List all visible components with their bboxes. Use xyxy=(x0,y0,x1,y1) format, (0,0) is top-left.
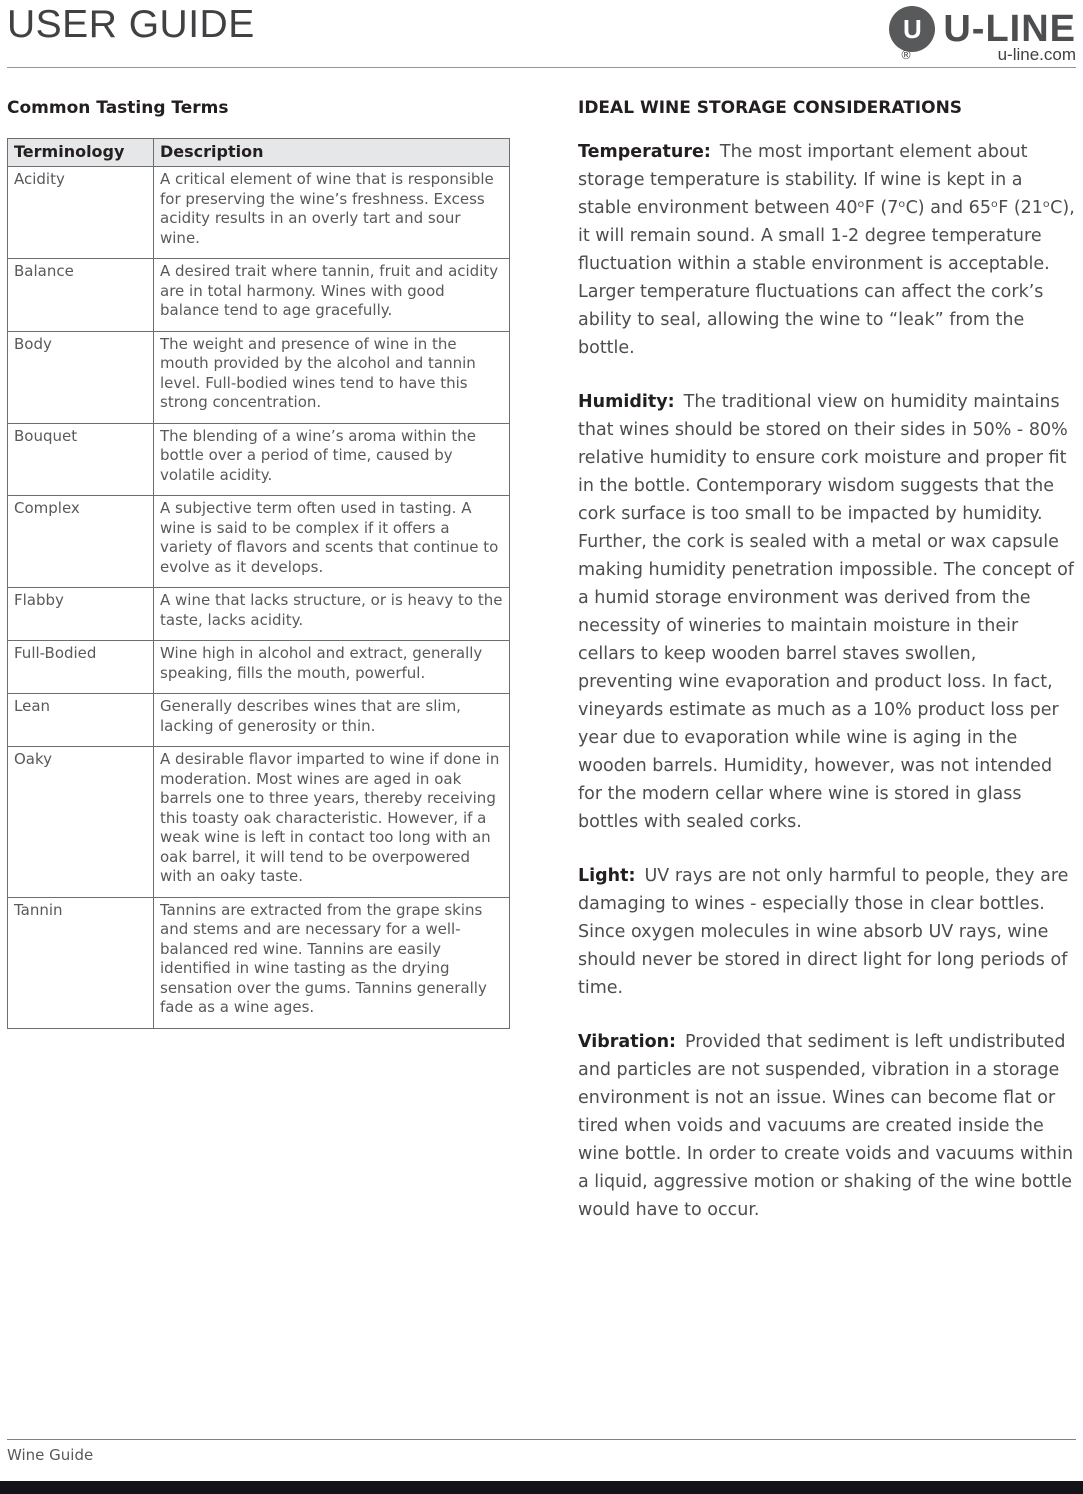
term-cell: Oaky xyxy=(8,747,154,898)
paragraph-label: Vibration: xyxy=(578,1032,677,1052)
table-row xyxy=(8,588,510,641)
page-footer xyxy=(7,1439,1076,1464)
table-row xyxy=(8,747,510,898)
term-cell: Full-Bodied xyxy=(8,641,154,694)
registered-trademark-icon: ® xyxy=(900,48,912,62)
paragraph-label: Temperature: xyxy=(578,142,711,162)
page-header xyxy=(7,0,1076,68)
term-cell: Bouquet xyxy=(8,423,154,496)
paragraph-text: Provided that sediment is left undistributed and particles are not suspended, vibration in a storage environment is not an issue. Wines can become flat or tired when voids and vacuums are created inside the wine bottle. In order to create voids and vacuums within a liquid, aggressive motion or shaking of the wine bottle would have to occur. xyxy=(578,1032,1074,1220)
footer-text: Wine Guide xyxy=(7,1446,94,1464)
table-row xyxy=(8,423,510,496)
content-columns xyxy=(7,68,1076,1250)
storage-considerations-section xyxy=(578,68,1076,1250)
description-cell: A desired trait where tannin, fruit and acidity are in total harmony. Wines with good balance tend to age gracefully. xyxy=(154,259,510,332)
term-cell: Body xyxy=(8,331,154,423)
term-cell: Acidity xyxy=(8,167,154,259)
storage-paragraph xyxy=(578,1028,1076,1224)
storage-paragraph xyxy=(578,862,1076,1002)
table-header-row xyxy=(8,139,510,167)
term-cell: Lean xyxy=(8,694,154,747)
description-cell: A wine that lacks structure, or is heavy to the taste, lacks acidity. xyxy=(154,588,510,641)
uline-logo xyxy=(889,4,1076,65)
page-bottom-bar xyxy=(0,1481,1083,1494)
uline-brand-text: U-LINE xyxy=(943,8,1076,50)
table-row xyxy=(8,641,510,694)
description-cell: A subjective term often used in tasting. A wine is said to be complex if it offers a variety of flavors and scents that continue to evolve as it develops. xyxy=(154,496,510,588)
table-row xyxy=(8,897,510,1028)
term-cell: Flabby xyxy=(8,588,154,641)
footer-divider xyxy=(7,1439,1076,1440)
description-cell: Wine high in alcohol and extract, generally speaking, fills the mouth, powerful. xyxy=(154,641,510,694)
term-cell: Complex xyxy=(8,496,154,588)
description-cell: Tannins are extracted from the grape skins and stems and are necessary for a well-balanced red wine. Tannins are easily identified in wine tasting as the drying sensation over the gums. Tannins generally fade as a wine ages. xyxy=(154,897,510,1028)
storage-paragraph xyxy=(578,388,1076,836)
table-row xyxy=(8,496,510,588)
uline-logo-subrow xyxy=(900,45,1076,65)
tasting-terms-section xyxy=(7,68,510,1250)
uline-monogram-icon: U xyxy=(889,6,935,52)
description-column-header: Description xyxy=(154,139,510,167)
paragraph-label: Humidity: xyxy=(578,392,675,412)
table-row xyxy=(8,259,510,332)
website-url: u-line.com xyxy=(997,45,1076,64)
table-row xyxy=(8,331,510,423)
paragraph-text: UV rays are not only harmful to people, they are damaging to wines - especially those in clear bottles. Since oxygen molecules in wine absorb UV rays, wine should never be stored in direct light for long periods of time. xyxy=(578,866,1069,998)
description-cell: A desirable flavor imparted to wine if done in moderation. Most wines are aged in oak barrels one to three years, thereby receiving this toasty oak characteristic. However, if a weak wine is left in contact too long with an oak barrel, it will tend to be overpowered with an oaky taste. xyxy=(154,747,510,898)
description-cell: A critical element of wine that is responsible for preserving the wine’s freshness. Excess acidity results in an overly tart and sour wine. xyxy=(154,167,510,259)
storage-considerations-heading: IDEAL WINE STORAGE CONSIDERATIONS xyxy=(578,98,963,118)
tasting-terms-heading: Common Tasting Terms xyxy=(7,98,229,118)
paragraph-label: Light: xyxy=(578,866,636,886)
terminology-column-header: Terminology xyxy=(8,139,154,167)
paragraph-text: The most important element about storage temperature is stability. If wine is kept in a stable environment between 40ᵒF (7ᵒC) and 65ᵒF (21ᵒC), it will remain sound. A small 1-2 degree temperature fluctuation within a stable environment is acceptable. Larger temperature fluctuations can affect the cork’s ability to seal, allowing the wine to “leak” from the bottle. xyxy=(578,142,1075,358)
storage-paragraph xyxy=(578,138,1076,362)
description-cell: The blending of a wine’s aroma within the bottle over a period of time, caused by volatile acidity. xyxy=(154,423,510,496)
storage-paragraphs xyxy=(578,138,1076,1224)
description-cell: The weight and presence of wine in the mouth provided by the alcohol and tannin level. Full-bodied wines tend to have this strong concentration. xyxy=(154,331,510,423)
term-cell: Balance xyxy=(8,259,154,332)
tasting-terms-table xyxy=(7,138,510,1029)
table-row xyxy=(8,694,510,747)
paragraph-text: The traditional view on humidity maintains that wines should be stored on their sides in 50% - 80% relative humidity to ensure cork moisture and proper fit in the bottle. Contemporary wisdom suggests that the cork surface is too small to be impacted by humidity. Further, the cork is sealed with a metal or wax capsule making humidity penetration impossible. The concept of a humid storage environment was derived from the necessity of wineries to maintain moisture in their cellars to keep wooden barrel staves swollen, preventing wine evaporation and product loss. In fact, vineyards estimate as much as a 10% product loss per year due to evaporation while wine is aging in the wooden barrels. Humidity, however, was not intended for the modern cellar where wine is stored in glass bottles with sealed corks. xyxy=(578,392,1074,832)
page-title: USER GUIDE xyxy=(7,3,255,46)
term-cell: Tannin xyxy=(8,897,154,1028)
description-cell: Generally describes wines that are slim, lacking of generosity or thin. xyxy=(154,694,510,747)
table-row xyxy=(8,167,510,259)
